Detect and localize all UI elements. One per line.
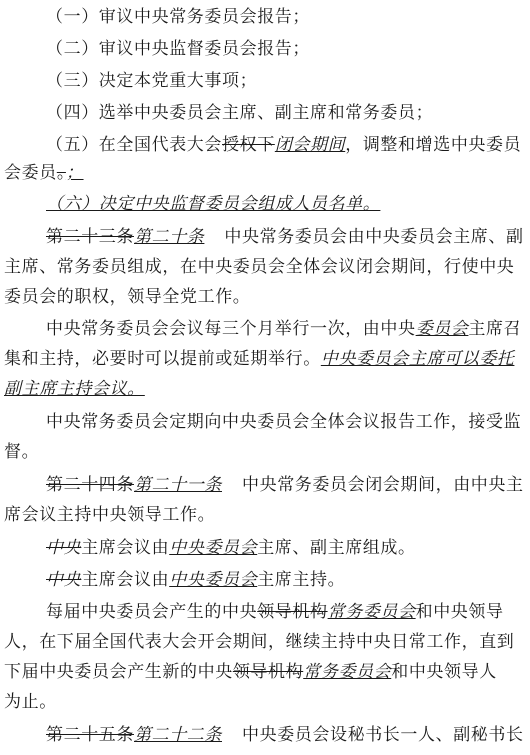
article-21-line-2: 席会议主持中央领导工作。 [4,505,216,525]
list-item-5-text: （五）在全国代表大会 [46,135,222,155]
inserted-article-number: 第二十二条 [134,725,222,745]
p2-text: 集和主持，必要时可以提前或延期举行。 [4,349,321,369]
list-item-5 [0,134,530,156]
inserted-text: 常务委员会 [327,602,416,622]
inserted-text: 中央委员会 [169,570,258,590]
deleted-article-number: 第二十四条 [46,475,134,495]
p3-text-2: 主席主持。 [257,570,346,590]
inserted-text: 闭会期间 [274,135,346,155]
list-item-5-text-2: ，调整和增选中央委员 [345,135,522,155]
inserted-text: 中央委员会 [169,538,258,558]
p4-text-2: 和中央领导人 [391,662,497,682]
inserted-text: 委员会 [415,319,469,339]
p2-text-2: 主席召 [468,319,522,339]
p2-text-2: 主席、副主席组成。 [257,538,416,558]
article-21-p4-line-3 [0,661,530,683]
inserted-article-number: 第二十条 [134,227,205,247]
article-21-p4-line-4: 为止。 [4,692,57,712]
article-20-line-2: 主席、常务委员组成，在中央委员会全体会议闭会期间，行使中央 [4,257,515,277]
article-22-heading [0,724,530,746]
article-20-line-3: 委员会的职权，领导全党工作。 [4,287,251,307]
inserted-text: ； [65,163,84,183]
deleted-article-number: 第二十五条 [46,725,134,745]
deleted-text: 领导机构 [257,602,328,622]
list-item-5-cont-text: 会委员 [4,163,57,183]
deleted-text: 中央 [46,570,82,590]
list-item-2: （二）审议中央监督委员会报告； [46,39,310,59]
article-20-text: 中央常务委员会由中央委员会主席、副 [224,227,524,247]
inserted-text: 副主席主持会议。 [4,379,145,399]
article-22-text: 中央委员会设秘书长一人、副秘书长 [242,725,524,745]
p3-text: 主席会议由 [81,570,170,590]
article-20-p2-line-3 [0,378,530,400]
list-item-3: （三）决定本党重大事项； [46,71,258,91]
article-21-p3 [0,569,530,591]
article-21-p4-line-2: 人，在下届全国代表大会开会期间，继续主持中央日常工作，直到 [4,632,515,652]
article-20-p3-line-2: 督。 [4,442,40,462]
article-20-p2-line-2 [0,348,530,370]
inserted-text: 常务委员会 [303,662,392,682]
article-21-p2 [0,537,530,559]
article-20-p3-line-1: 中央常务委员会定期向中央委员会全体会议报告工作，接受监 [46,412,522,432]
list-item-5-continuation [0,162,530,184]
deleted-article-number: 第二十三条 [46,227,134,247]
p4-text: 下届中央委员会产生新的中央 [4,662,233,682]
article-20-heading [0,226,530,248]
deleted-text: 。 [56,163,66,183]
deleted-text: 中央 [46,538,82,558]
article-21-text: 中央常务委员会闭会期间，由中央主 [242,475,524,495]
p2-text: 中央常务委员会会议每三个月举行一次，由中央 [46,319,416,339]
p2-text: 主席会议由 [81,538,170,558]
inserted-text: （六）决定中央监督委员会组成人员名单。 [46,194,381,214]
inserted-text: 中央委员会主席可以委托 [320,349,515,369]
inserted-article-number: 第二十一条 [134,475,222,495]
article-20-p2-line-1 [0,318,530,340]
list-item-6 [0,193,530,215]
list-item-1: （一）审议中央常务委员会报告； [46,7,310,27]
article-21-heading [0,474,530,496]
deleted-text: 授权下 [222,135,275,155]
p4-text: 每届中央委员会产生的中央 [46,602,258,622]
p4-text-2: 和中央领导 [415,602,504,622]
list-item-4: （四）选举中央委员会主席、副主席和常务委员； [46,103,434,123]
deleted-text: 领导机构 [232,662,304,682]
article-21-p4-line-1 [0,601,530,623]
